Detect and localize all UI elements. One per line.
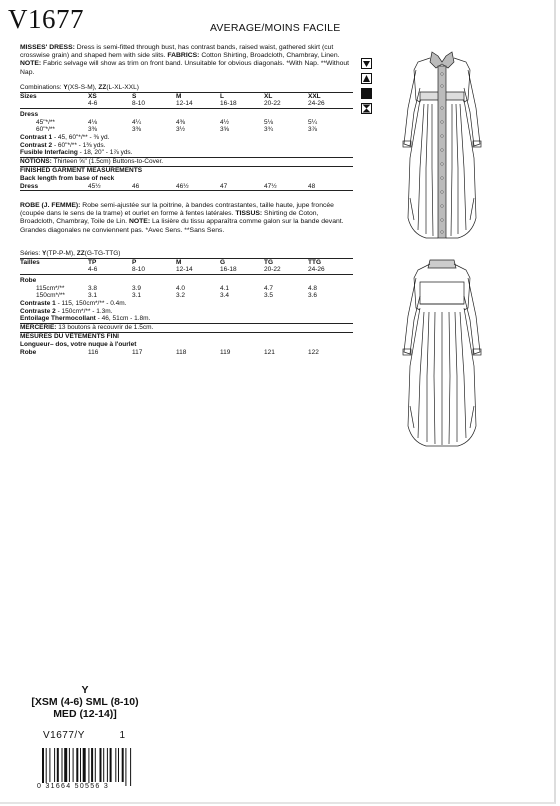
dress-back-illustration bbox=[396, 256, 488, 452]
mercerie-line: MERCERIE: 13 boutons à recouvrir de 1.5cm. bbox=[20, 324, 353, 333]
size-code: XL bbox=[264, 92, 273, 100]
metrage-value: 3.1 bbox=[88, 292, 98, 300]
metrage-value: 3.8 bbox=[88, 284, 98, 292]
desc-heading: MISSES' DRESS: bbox=[20, 44, 75, 51]
size-code: TP bbox=[88, 258, 97, 266]
size-range-line-1: [XSM (4-6) SML (8-10) bbox=[31, 696, 139, 708]
yardage-value: 3⅞ bbox=[308, 126, 318, 134]
longueur-dos-label: Longueur– dos, votre nuque à l'ourlet bbox=[20, 340, 137, 348]
size-number: 20-22 bbox=[264, 100, 281, 108]
finished-value: 47½ bbox=[264, 182, 277, 190]
desc-text: Dress is semi-fitted through bust, has contrast bands, raised waist, gathered skirt (cut crosswise grain) and shaped hem with side slits. bbox=[20, 44, 334, 60]
finished-measurements-heading: FINISHED GARMENT MEASUREMENTS bbox=[20, 166, 143, 174]
size-code: S bbox=[132, 92, 137, 100]
finished-value: 46 bbox=[132, 182, 140, 190]
finished-value: 118 bbox=[176, 348, 187, 356]
fabric-symbols bbox=[361, 58, 372, 118]
fabric-layout-up-icon bbox=[361, 73, 372, 84]
finished-value: 47 bbox=[220, 182, 228, 190]
note-heading: NOTE: bbox=[20, 60, 42, 68]
pattern-number: V1677 bbox=[8, 4, 84, 34]
finished-value: 117 bbox=[132, 348, 143, 356]
yardage-value: 3⅝ bbox=[220, 126, 230, 134]
description-english bbox=[20, 44, 350, 77]
finished-dress-label: Dress bbox=[20, 182, 39, 190]
yardage-value: 4½ bbox=[220, 118, 230, 126]
fabrics-heading-fr: TISSUS: bbox=[235, 210, 263, 218]
mesures-table bbox=[20, 349, 353, 357]
metrage-value: 4.1 bbox=[220, 284, 230, 292]
notions-line: NOTIONS: Thirteen ⅝" (1.5cm) Buttons-to-Cover. bbox=[20, 158, 353, 167]
fabric-width-label: 115cm*/** bbox=[36, 284, 65, 292]
finished-value: 121 bbox=[264, 348, 275, 356]
yardage-value: 3⅜ bbox=[88, 126, 98, 134]
pattern-id-line bbox=[43, 730, 126, 741]
size-number: 4-6 bbox=[88, 266, 98, 274]
dress-front-illustration bbox=[396, 48, 488, 244]
difficulty-level: AVERAGE/MOINS FACILE bbox=[210, 22, 341, 34]
note-text-fr: La lisière du tissu apparaîtra comme galon sur la bande devant. Grandes diagonales ne conviennent pas. *Avec Sens. **Sans Sens. bbox=[20, 218, 344, 234]
hourglass-icon bbox=[361, 103, 372, 114]
square-icon bbox=[361, 88, 372, 99]
desc-heading-fr: ROBE (J. FEMME): bbox=[20, 202, 81, 209]
finished-value: 45½ bbox=[88, 182, 101, 190]
size-code: XS bbox=[88, 92, 97, 100]
size-range-block bbox=[30, 684, 140, 720]
size-code: P bbox=[132, 258, 137, 266]
finished-value: 116 bbox=[88, 348, 99, 356]
size-code: XXL bbox=[308, 92, 321, 100]
french-size-table bbox=[20, 258, 353, 300]
desc-text-fr: Robe semi-ajustée sur la poitrine, à bandes contrastantes, taille haute, jupe froncée (coupée dans le sens de la trame) et ourlet en forme à fentes latérales. bbox=[20, 202, 334, 218]
series-line: Séries: Y(TP-P-M), ZZ(G-TG-TTG) bbox=[20, 250, 121, 257]
size-number: 12-14 bbox=[176, 266, 193, 274]
yardage-value: 5¼ bbox=[308, 118, 318, 126]
metrage-value: 4.7 bbox=[264, 284, 274, 292]
size-code: M bbox=[176, 92, 182, 100]
finished-value: 122 bbox=[308, 348, 319, 356]
size-number: 20-22 bbox=[264, 266, 281, 274]
yardage-value: 4⅛ bbox=[88, 118, 98, 126]
fabric-width-label: 60"*/** bbox=[36, 126, 55, 134]
finished-value: 48 bbox=[308, 182, 316, 190]
fabrics-text-fr: Shirting de Coton, Broadcloth, Chambray, Toile de Lin. bbox=[20, 210, 319, 226]
sheet-number: 1 bbox=[119, 730, 126, 741]
barcode-digits: 0 31664 50556 3 bbox=[37, 783, 110, 790]
metrage-value: 3.9 bbox=[132, 284, 142, 292]
dress-label: Dress bbox=[20, 110, 39, 118]
contrast-1-line: Contrast 1 - 45, 60"*/** - ⅜ yd. bbox=[20, 133, 110, 141]
tailles-label: Tailles bbox=[20, 258, 40, 266]
yardage-value: 4¼ bbox=[132, 118, 142, 126]
yardage-value: 3¾ bbox=[264, 126, 274, 134]
back-length-label: Back length from base of neck bbox=[20, 174, 115, 182]
size-code: L bbox=[220, 92, 224, 100]
metrage-value: 3.2 bbox=[176, 292, 186, 300]
yardage-value: 4⅜ bbox=[176, 118, 186, 126]
metrage-value: 3.5 bbox=[264, 292, 274, 300]
fabric-width-label: 150cm*/** bbox=[36, 292, 65, 300]
size-number: 16-18 bbox=[220, 100, 237, 108]
contrast-2-line: Contrast 2 - 60"*/** - 1⅜ yds. bbox=[20, 141, 106, 149]
english-yardage-section bbox=[20, 84, 353, 191]
finished-measurements-table bbox=[20, 183, 353, 192]
note-heading-fr: NOTE: bbox=[128, 218, 151, 226]
contraste-1-line: Contraste 1 - 115, 150cm*/** - 0.4m. bbox=[20, 299, 127, 307]
size-code: TTG bbox=[308, 258, 321, 266]
fabric-width-label: 45"*/** bbox=[36, 118, 55, 126]
interfacing-line: Fusible Interfacing - 18, 20" - 1⅞ yds. bbox=[20, 149, 353, 158]
size-number: 24-26 bbox=[308, 100, 325, 108]
metrage-value: 3.6 bbox=[308, 292, 318, 300]
size-letter: Y bbox=[81, 684, 89, 696]
yardage-value: 5⅛ bbox=[264, 118, 274, 126]
size-code: TG bbox=[264, 258, 274, 266]
finished-value: 119 bbox=[220, 348, 231, 356]
metrage-value: 4.8 bbox=[308, 284, 318, 292]
size-range-line-2: MED (12-14)] bbox=[53, 708, 117, 720]
fabrics-text: Cotton Shirting, Broadcloth, Chambray, Linen. bbox=[199, 52, 340, 60]
yardage-value: 3½ bbox=[176, 126, 186, 134]
size-number: 8-10 bbox=[132, 266, 146, 274]
fabric-layout-down-icon bbox=[361, 58, 372, 69]
metrage-value: 3.4 bbox=[220, 292, 230, 300]
contraste-2-line: Contraste 2 - 150cm*/** - 1.3m. bbox=[20, 307, 113, 315]
size-number: 12-14 bbox=[176, 100, 193, 108]
combinations-line: Combinations: Y(XS-S-M), ZZ(L-XL-XXL) bbox=[20, 84, 139, 91]
entoilage-line: Entoilage Thermocollant - 46, 51cm - 1.8m. bbox=[20, 315, 353, 324]
french-yardage-section bbox=[20, 250, 353, 356]
size-number: 16-18 bbox=[220, 266, 237, 274]
metrage-value: 4.0 bbox=[176, 284, 186, 292]
robe-label: Robe bbox=[20, 276, 37, 284]
size-number: 8-10 bbox=[132, 100, 146, 108]
pattern-id: V1677/Y bbox=[43, 730, 85, 741]
fabrics-heading: FABRICS: bbox=[167, 52, 200, 60]
size-number: 4-6 bbox=[88, 100, 98, 108]
finished-value: 46½ bbox=[176, 182, 189, 190]
note-text: Fabric selvage will show as trim on front band. Unsuitable for obvious diagonals. *With Nap. **Without Nap. bbox=[20, 60, 350, 76]
description-french bbox=[20, 202, 350, 235]
barcode bbox=[40, 748, 155, 788]
sizes-label: Sizes bbox=[20, 92, 37, 100]
finished-robe-label: Robe bbox=[20, 348, 37, 356]
size-number: 24-26 bbox=[308, 266, 325, 274]
metrage-value: 3.1 bbox=[132, 292, 142, 300]
mesures-heading: MESURES DU VÊTEMENTS FINI bbox=[20, 332, 119, 340]
size-code: G bbox=[220, 258, 226, 266]
yardage-value: 3⅜ bbox=[132, 126, 142, 134]
english-size-table bbox=[20, 92, 353, 134]
size-code: M bbox=[176, 258, 182, 266]
